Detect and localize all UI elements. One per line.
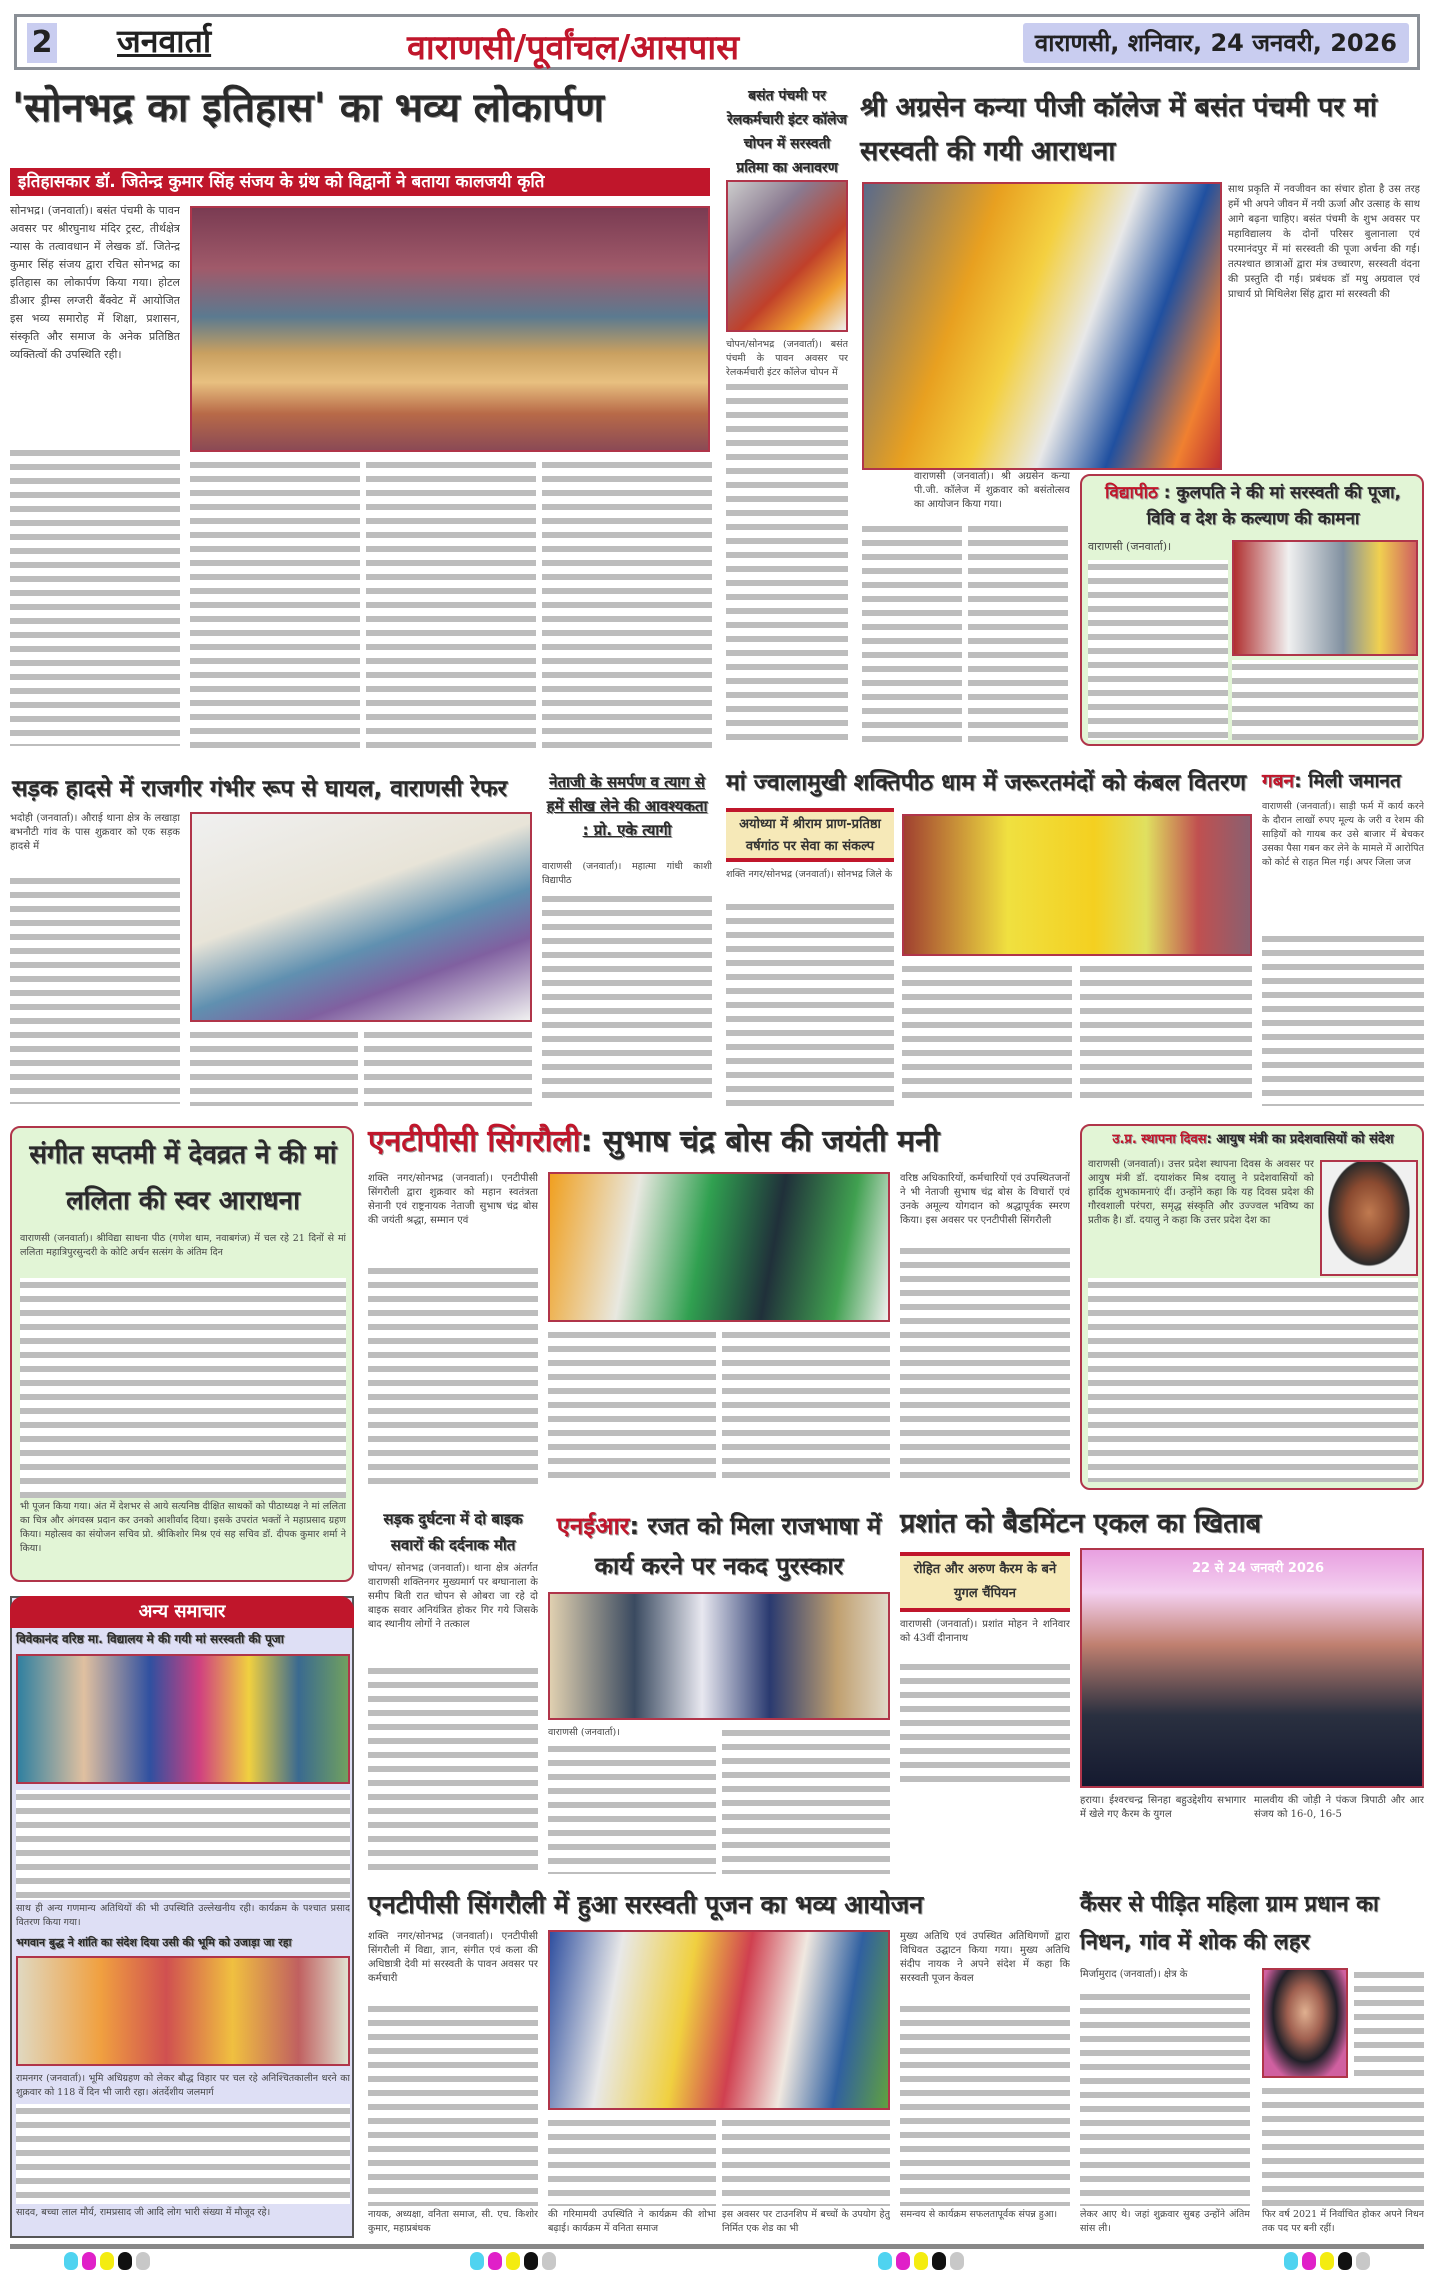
vidyapeeth-body-2 [1232,660,1418,740]
gram-pradhan-body-col2 [1354,1968,1424,2080]
sonbhadra-body-col3 [366,458,536,748]
registration-marks [0,2252,1434,2276]
ntpc-saraswati-headline: एनटीपीसी सिंगरौली में हुआ सरस्वती पूजन का भव्य आयोजन [368,1890,924,1919]
anya-samachar-title: अन्य समाचार [10,1596,354,1628]
ntpc-saraswati-body-col1 [368,2002,538,2206]
road-accident-body-col3 [364,1028,532,1106]
color-dot [914,2252,928,2270]
ntpc-saraswati-closing-4: समन्वय से कार्यक्रम सफलतापूर्वक संपन्न हुआ। [900,2209,1058,2220]
up-diwas-headline-wrap: उ.प्र. स्थापना दिवस: आयुष मंत्री का प्रदेशवासियों को संदेश [1112,1132,1394,1147]
ner-rajat-body-col1 [548,1742,716,1874]
color-dot [64,2252,78,2270]
ntpc-saraswati-closing-2: की गरिमामयी उपस्थिति ने कार्यक्रम की शोभा बढ़ाई। कार्यक्रम में वनिता समाज [548,2209,716,2234]
railway-college-photo [726,180,848,332]
gram-pradhan-headline: कैंसर से पीड़ित महिला ग्राम प्रधान का निधन, गांव में शोक की लहर [1080,1892,1379,1955]
ner-rajat-body-col2 [722,1726,890,1874]
sonbhadra-subhead: इतिहासकार डॉ. जितेन्द्र कुमार सिंह संजय के ग्रंथ को विद्वानों ने बताया कालजयी कृति [10,168,710,196]
color-dot [542,2252,556,2270]
jwalamukhi-photo [902,814,1252,956]
anya-item1-body [16,1790,350,1900]
color-dot [932,2252,946,2270]
ntpc-saraswati-closing-3: इस अवसर पर टाउनशिप में बच्चों के उपयोग हेतु निर्मित एक शेड का भी [722,2209,890,2234]
color-dot [100,2252,114,2270]
up-diwas-headline: आयुष मंत्री का प्रदेशवासियों को संदेश [1216,1132,1394,1147]
agrasen-lead: वाराणसी (जनवार्ता)। श्री अग्रसेन कन्या पी.जी. कॉलेज में शुक्रवार को बसंतोत्सव का आयोजन किया गया। [914,471,1070,510]
ntpc-bose-side-text: वरिष्ठ अधिकारियों, कर्मचारियों एवं उपस्थितजनों ने भी नेताजी सुभाष चंद्र बोस के विचारों एवं उनके अमूल्य योगदान को श्रद्धापूर्वक स्मरण किया। इस अवसर पर एनटीपीसी सिंगरौली [900,1173,1070,1226]
vidyapeeth-body [1088,560,1228,740]
agrasen-side-text: साथ प्रकृति में नवजीवन का संचार होता है उस तरह हमें भी अपने जीवन में नयी ऊर्जा और उत्साह के साथ आगे बढ़ना चाहिए। बसंत पंचमी के शुभ अवसर पर महाविद्यालय के दोनों परिसर बुलानाला एवं परमानंदपुर में मां सरस्वती की पूजा अर्चना की गई। तत्पश्चात छात्राओं द्वारा मंत्र उच्चारण, सरस्वती वंदना की प्रस्तुति दी गई। प्रबंधक डॉ मधु अग्रवाल एवं प्राचार्य प्रो मिथिलेश सिंह द्वारा मां सरस्वती की [1228,184,1420,300]
up-diwas-box [1080,1124,1424,1490]
ner-rajat-kicker: एनईआर [556,1512,630,1540]
bike-accident-lead: चोपन/ सोनभद्र (जनवार्ता)। थाना क्षेत्र अंतर्गत वाराणसी शक्तिनगर मुख्यमार्ग पर बग्घानाला के समीप बिती रात चोपन से ओबरा जा रहे दो बाइक सवार अनियंत्रित होकर गिर गये जिसके बाद स्थानीय लोगों ने तत्काल [368,1563,538,1630]
registration-mark [470,2252,556,2270]
gaban-body [1262,932,1424,1106]
color-dot [136,2252,150,2270]
up-diwas-body [1088,1278,1418,1482]
color-dot [488,2252,502,2270]
bike-accident-body [368,1664,538,1874]
ntpc-saraswati-side-text: मुख्य अतिथि एवं उपस्थित अतिथिगणों द्वारा विधिवत उद्घाटन किया गया। मुख्य अतिथि संदीप नायक ने अपने संदेश में कहा कि सरस्वती पूजन केवल [900,1931,1070,1984]
gram-pradhan-lead: मिर्जामुराद (जनवार्ता)। क्षेत्र के [1080,1969,1188,1980]
gram-pradhan-body-col3 [1262,2084,1424,2206]
ner-rajat-headline-wrap: एनईआर: रजत को मिला राजभाषा में कार्य करने पर नकद पुरस्कार [556,1512,882,1580]
anya-item1-text: साथ ही अन्य गणमान्य अतिथियों की भी उपस्थिति उल्लेखनीय रही। कार्यक्रम के पश्चात प्रसाद वितरण किया गया। [16,1903,350,1928]
agrasen-headline: श्री अग्रसेन कन्या पीजी कॉलेज में बसंत पंचमी पर मां सरस्वती की गयी आराधना [860,92,1377,167]
ntpc-bose-kicker: एनटीपीसी सिंगरौली [368,1124,581,1159]
jwalamukhi-lead: शक्ति नगर/सोनभद्र (जनवार्ता)। सोनभद्र जिले के [726,869,893,880]
anya-item2-body [16,2104,350,2204]
anya-item2-photo [16,1956,350,2066]
ntpc-bose-headline: सुभाष चंद्र बोस की जयंती मनी [602,1124,940,1159]
anya-samachar-box [10,1596,354,2238]
railway-college-lead: चोपन/सोनभद्र (जनवार्ता)। बसंत पंचमी के पावन अवसर पर रेलकर्मचारी इंटर कॉलेज चोपन में [726,339,848,378]
registration-mark [878,2252,964,2270]
sonbhadra-body-col4 [542,458,712,748]
color-dot [878,2252,892,2270]
jwalamukhi-body-col3 [1080,962,1252,1106]
sonbhadra-photo [190,206,710,452]
vidyapeeth-headline-wrap: विद्यापीठ : कुलपति ने की मां सरस्वती की पूजा, विवि व देश के कल्याण की कामना [1104,483,1402,529]
ntpc-bose-body-col2 [548,1328,716,1486]
badminton-photo [1080,1548,1424,1788]
ner-rajat-headline: रजत को मिला राजभाषा में कार्य करने पर नकद पुरस्कार [594,1512,882,1580]
badminton-closing: हराया। ईश्वरचन्द्र सिनहा बहुउद्देशीय सभागार में खेले गए कैरम के युगल [1080,1795,1246,1820]
ner-rajat-lead: वाराणसी (जनवार्ता)। [548,1727,620,1738]
netaji-tyagi-headline: नेताजी के समर्पण व त्याग से हमें सीख लेने की आवश्यकता : प्रो. एके त्यागी [546,773,708,839]
jwalamukhi-body-col1 [726,900,894,1106]
ntpc-bose-headline-wrap: एनटीपीसी सिंगरौली: सुभाष चंद्र बोस की जयंती मनी [368,1124,940,1159]
ntpc-bose-photo [548,1172,890,1322]
sangeet-headline: संगीत सप्तमी में देवव्रत ने की मां ललिता की स्वर आराधना [29,1140,337,1216]
color-dot [524,2252,538,2270]
footer-rule [10,2244,1424,2249]
up-diwas-kicker: उ.प्र. स्थापना दिवस [1112,1132,1207,1147]
sangeet-box [10,1126,354,1582]
registration-mark [1284,2252,1370,2270]
dateline: वाराणसी, शनिवार, 24 जनवरी, 2026 [1023,23,1409,63]
up-diwas-portrait [1320,1160,1418,1276]
anya-item1-headline: विवेकानंद वरिष्ठ मा. विद्यालय मे की गयी मां सरस्वती की पूजा [16,1632,284,1646]
vidyapeeth-photo [1232,540,1418,656]
color-dot [82,2252,96,2270]
ntpc-bose-body-col3 [722,1328,890,1486]
masthead [14,14,1420,70]
color-dot [506,2252,520,2270]
ntpc-saraswati-body-col2 [548,2116,716,2206]
section-title: वाराणसी/पूर्वांचल/आसपास [407,28,740,68]
ntpc-bose-body-col4 [900,1244,1070,1486]
anya-item1-photo [16,1654,350,1784]
ntpc-saraswati-photo [548,1930,890,2110]
gaban-headline-wrap: गबन: मिली जमानत [1262,770,1401,792]
color-dot [1356,2252,1370,2270]
road-accident-body-col2 [190,1028,358,1106]
sangeet-body [20,1278,346,1498]
jwalamukhi-subhead: अयोध्या में श्रीराम प्राण-प्रतिष्ठा वर्षगांठ पर सेवा का संकल्प [726,808,894,862]
color-dot [470,2252,484,2270]
sonbhadra-body-col2 [190,458,360,748]
ner-rajat-photo [548,1592,890,1720]
gaban-lead: वाराणसी (जनवार्ता)। साड़ी फर्म में कार्य करने के दौरान लाखों रुपए मूल्य के जरी व रेशम की साड़ियों को गायब कर उसे बाजार में बेचकर उसका पैसा गबन कर लेने के मामले में आरोपित को कोर्ट से राहत मिल गई। अपर जिला जज [1262,801,1424,868]
anya-item2-text: रामनगर (जनवार्ता)। भूमि अधिग्रहण को लेकर बौद्ध विहार पर चल रहे अनिश्चितकालीन धरने का शुक्रवार को 118 वें दिन भी जारी रहा। अंतर्देशीय जलमार्ग [16,2073,350,2098]
road-accident-photo [190,812,532,1022]
gram-pradhan-body-col1 [1080,1990,1250,2206]
agrasen-photo [862,182,1222,470]
agrasen-body-col1 [862,522,962,746]
sangeet-closing: भी पूजन किया गया। अंत में देशभर से आये सत्यनिष्ठ दीक्षित साधकों को पीठाध्यक्ष ने मां ललिता का चित्र और अंगवस्त्र प्रदान कर उनको आशीर्वाद दिया। इसके उपरांत भक्तों ने महाप्रसाद ग्रहण किया। महोत्सव का संयोजन सचिव प्रो. श्रीकिशोर मिश्र एवं सह सचिव डॉ. दीपक कुमार शर्मा ने किया। [20,1501,346,1554]
ntpc-saraswati-body-col3 [722,2116,890,2206]
badminton-closing-2: मालवीय की जोड़ी ने पंकज त्रिपाठी और आर संजय को 16-0, 16-5 [1254,1795,1424,1820]
badminton-headline: प्रशांत को बैडमिंटन एकल का खिताब [900,1508,1262,1539]
ntpc-saraswati-closing-1: नायक, अध्यक्षा, वनिता समाज, सी. एच. किशोर कुमार, महाप्रबंधक [368,2209,538,2234]
sonbhadra-lead: सोनभद्र। (जनवार्ता)। बसंत पंचमी के पावन अवसर पर श्रीरघुनाथ मंदिर ट्रस्ट, तीर्थक्षेत्र न्यास के तत्वावधान में लेखक डॉ. जितेन्द्र कुमार सिंह संजय द्वारा रचित सोनभद्र का इतिहास का लोकार्पण किया गया। होटल डीआर ड्रीम्स लग्जरी बैंक्वेट में आयोजित इस भव्य समारोह में शिक्षा, प्रशासन, संस्कृति और समाज के अनेक प्रतिष्ठित व्यक्तित्वों की उपस्थिति रही। [10,204,180,361]
gram-pradhan-closing-2: फिर वर्ष 2021 में निर्वाचित होकर अपने निधन तक पद पर बनी रहीं। [1262,2209,1424,2234]
netaji-tyagi-body [542,892,712,1106]
badminton-subhead: रोहित और अरुण कैरम के बने युगल चैंपियन [900,1552,1070,1612]
ntpc-bose-lead: शक्ति नगर/सोनभद्र (जनवार्ता)। एनटीपीसी सिंगरौली द्वारा शुक्रवार को महान स्वतंत्रता सेनानी एवं राष्ट्रनायक नेताजी सुभाष चंद्र बोस की जयंती श्रद्धा, सम्मान एवं [368,1173,538,1226]
ntpc-bose-body-col1 [368,1264,538,1486]
netaji-tyagi-lead: वाराणसी (जनवार्ता)। महात्मा गांधी काशी विद्यापीठ [542,861,712,886]
badminton-body [900,1660,1070,1784]
registration-mark [64,2252,150,2270]
sangeet-lead: वाराणसी (जनवार्ता)। श्रीविद्या साधना पीठ (गणेश धाम, नवाबगंज) में चल रहे 21 दिनों से मां ललिता महात्रिपुरसुन्दरी के कोटि अर्चन सत्संग के अंतिम दिन [20,1233,346,1258]
railway-college-headline: बसंत पंचमी पर रेलकर्मचारी इंटर कॉलेज चोपन में सरस्वती प्रतिमा का अनावरण [727,88,847,176]
anya-item2-closing: सादव, बच्चा लाल मौर्य, रामप्रसाद जी आदि लोग भारी संख्या में मौजूद रहे। [16,2207,271,2218]
road-accident-headline: सड़क हादसे में राजगीर गंभीर रूप से घायल, वाराणसी रेफर [12,776,507,802]
color-dot [1320,2252,1334,2270]
vidyapeeth-lead: वाराणसी (जनवार्ता)। [1088,540,1172,553]
color-dot [896,2252,910,2270]
sonbhadra-headline: 'सोनभद्र का इतिहास' का भव्य लोकार्पण [12,85,604,131]
badminton-lead: वाराणसी (जनवार्ता)। प्रशांत मोहन ने शनिवार को 43वीं दीनानाथ [900,1619,1070,1644]
sonbhadra-body-col1 [10,446,180,746]
color-dot [118,2252,132,2270]
anya-item2-headline: भगवान बुद्ध ने शांति का संदेश दिया उसी की भूमि को उजाड़ा जा रहा [16,1936,292,1949]
vidyapeeth-headline: कुलपति ने की मां सरस्वती की पूजा, विवि व देश के कल्याण की कामना [1146,483,1402,529]
agrasen-body-col2 [968,522,1068,746]
ntpc-saraswati-lead: शक्ति नगर/सोनभद्र (जनवार्ता)। एनटीपीसी सिंगरौली में विद्या, ज्ञान, संगीत एवं कला की अधिष्ठात्री देवी मां सरस्वती के पावन अवसर पर कर्मचारी [368,1931,538,1984]
color-dot [1284,2252,1298,2270]
color-dot [950,2252,964,2270]
jwalamukhi-headline: मां ज्वालामुखी शक्तिपीठ धाम में जरूरतमंदों को कंबल वितरण [726,770,1247,796]
bike-accident-headline: सड़क दुर्घटना में दो बाइक सवारों की दर्दनाक मौत [383,1510,523,1554]
gaban-kicker: गबन [1262,770,1295,792]
gaban-headline: मिली जमानत [1308,770,1401,792]
ntpc-saraswati-body-col4 [900,2002,1070,2206]
badminton-banner-text: 22 से 24 जनवरी 2026 [1192,1561,1325,1576]
jwalamukhi-body-col2 [902,962,1072,1106]
road-accident-body-col1 [10,874,180,1104]
vidyapeeth-box [1080,474,1424,746]
railway-college-body [726,380,848,746]
up-diwas-lead: वाराणसी (जनवार्ता)। उत्तर प्रदेश स्थापना दिवस के अवसर पर आयुष मंत्री डॉ. दयाशंकर मिश्र दयालु ने प्रदेशवासियों को हार्दिक शुभकामनाएं दीं। उन्होंने कहा कि यह दिवस प्रदेश की गौरवशाली परंपरा, समृद्ध संस्कृति और उज्ज्वल भविष्य का प्रतीक है। डॉ. दयालु ने कहा कि उत्तर प्रदेश देश का [1088,1159,1314,1226]
vidyapeeth-kicker: विद्यापीठ [1104,483,1158,503]
page-number: 2 [27,23,57,63]
color-dot [1302,2252,1316,2270]
gram-pradhan-closing-1: लेकर आए थे। जहां शुक्रवार सुबह उन्होंने अंतिम सांस ली। [1080,2209,1250,2234]
paper-name: जनवार्ता [117,22,212,60]
road-accident-lead: भदोही (जनवार्ता)। औराई थाना क्षेत्र के लखाड़ा बभनौटी गांव के पास शुक्रवार को एक सड़क हादसे में [10,813,180,852]
color-dot [1338,2252,1352,2270]
gram-pradhan-portrait [1262,1968,1348,2078]
